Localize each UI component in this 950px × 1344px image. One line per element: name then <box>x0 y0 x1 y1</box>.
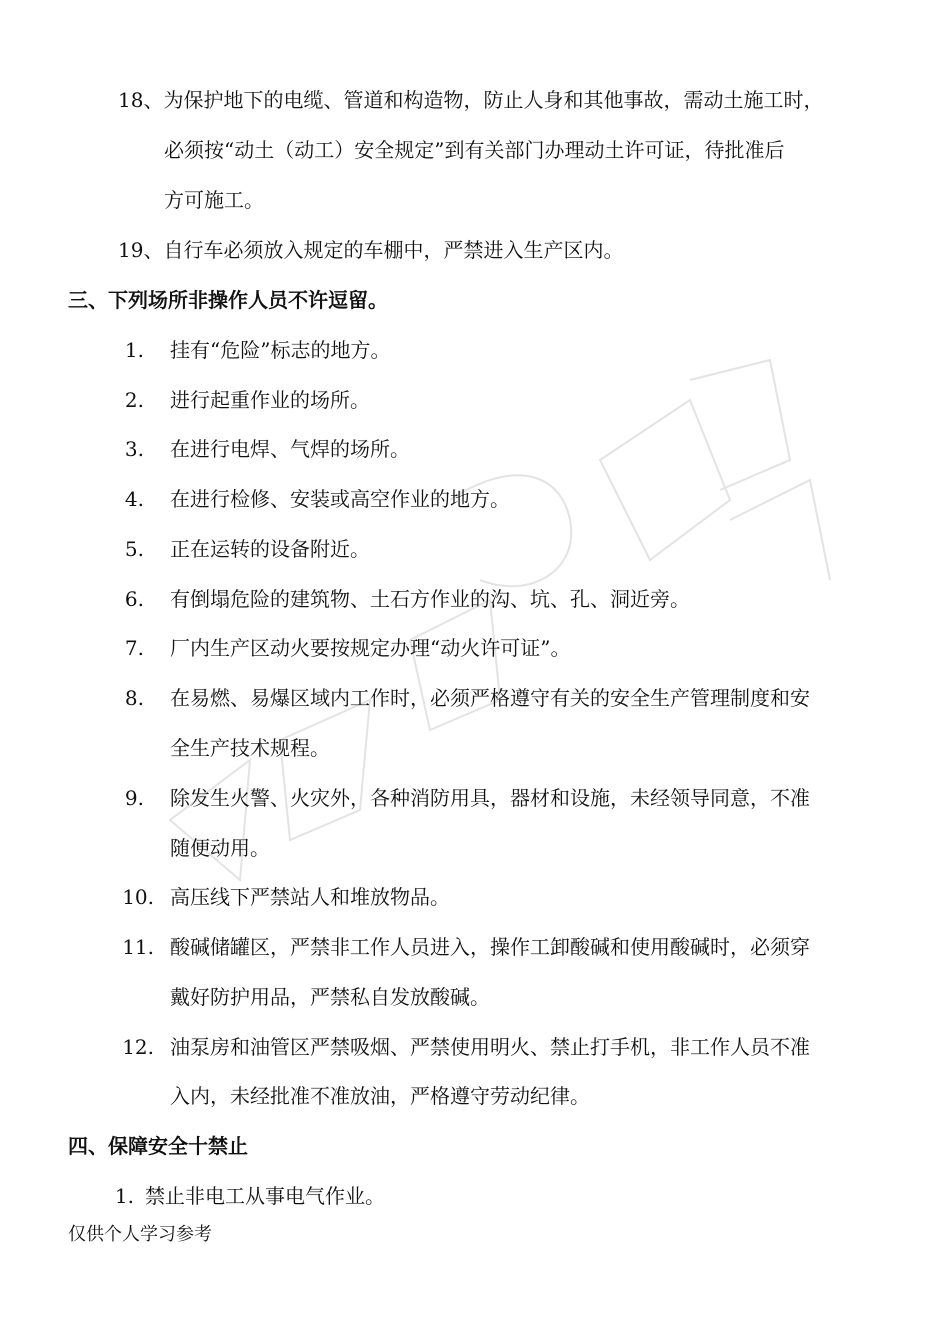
list-number: 3. <box>124 437 144 461</box>
item-18 <box>118 86 823 114</box>
list-item: 在进行电焊、气焊的场所。 <box>170 437 410 461</box>
item-text-line: 自行车必须放入规定的车棚中，严禁进入生产区内。 <box>163 238 624 262</box>
list-item: 酸碱储罐区，严禁非工作人员进入，操作工卸酸碱和使用酸碱时，必须穿 <box>170 935 810 959</box>
item-number: 19、 <box>118 238 164 262</box>
list-item: 在易燃、易爆区域内工作时，必须严格遵守有关的安全生产管理制度和安 <box>170 686 810 710</box>
list-item-continuation: 入内，未经批准不准放油，严格遵守劳动纪律。 <box>170 1084 590 1108</box>
list-item: 高压线下严禁站人和堆放物品。 <box>170 885 450 909</box>
list-item: 油泵房和油管区严禁吸烟、严禁使用明火、禁止打手机，非工作人员不准 <box>170 1035 810 1059</box>
item-number: 18、 <box>118 88 164 112</box>
list-number: 7. <box>124 636 144 660</box>
section-3-heading: 三、下列场所非操作人员不许逗留。 <box>68 288 388 312</box>
list-number: 6. <box>124 587 144 611</box>
watermark-stamp <box>130 340 850 900</box>
list-item-continuation: 戴好防护用品，严禁私自发放酸碱。 <box>170 985 490 1009</box>
list-item-continuation: 全生产技术规程。 <box>170 736 330 760</box>
list-number: 5. <box>124 537 144 561</box>
list-number: 1. <box>124 338 144 362</box>
list-number: 12. <box>122 1035 154 1059</box>
list-item-continuation: 随便动用。 <box>170 836 270 860</box>
item-18-line-3: 方可施工。 <box>164 188 264 212</box>
list-number: 10. <box>122 885 154 909</box>
list-item: 有倒塌危险的建筑物、土石方作业的沟、坑、孔、洞近旁。 <box>170 587 690 611</box>
list-item: 厂内生产区动火要按规定办理“动火许可证”。 <box>170 636 571 660</box>
list-number: 11. <box>122 935 154 959</box>
list-number: 8. <box>124 686 144 710</box>
list-number: 2. <box>124 388 144 412</box>
list-item: 挂有“危险”标志的地方。 <box>170 338 391 362</box>
footer-note: 仅供个人学习参考 <box>68 1224 212 1245</box>
section-4-heading: 四、保障安全十禁止 <box>68 1134 248 1158</box>
list-item: 禁止非电工从事电气作业。 <box>145 1184 385 1208</box>
list-item: 在进行检修、安装或高空作业的地方。 <box>170 487 510 511</box>
list-number: 1. <box>114 1184 134 1208</box>
list-number: 4. <box>124 487 144 511</box>
item-text-line: 为保护地下的电缆、管道和构造物，防止人身和其他事故，需动土施工时， <box>163 88 824 112</box>
list-item: 除发生火警、火灾外，各种消防用具，器材和设施，未经领导同意，不准 <box>170 786 810 810</box>
list-number: 9. <box>124 786 144 810</box>
item-19 <box>118 236 623 264</box>
item-18-line-2: 必须按“动土（动工）安全规定”到有关部门办理动土许可证，待批准后 <box>164 138 785 162</box>
list-item: 正在运转的设备附近。 <box>170 537 370 561</box>
list-item: 进行起重作业的场所。 <box>170 388 370 412</box>
